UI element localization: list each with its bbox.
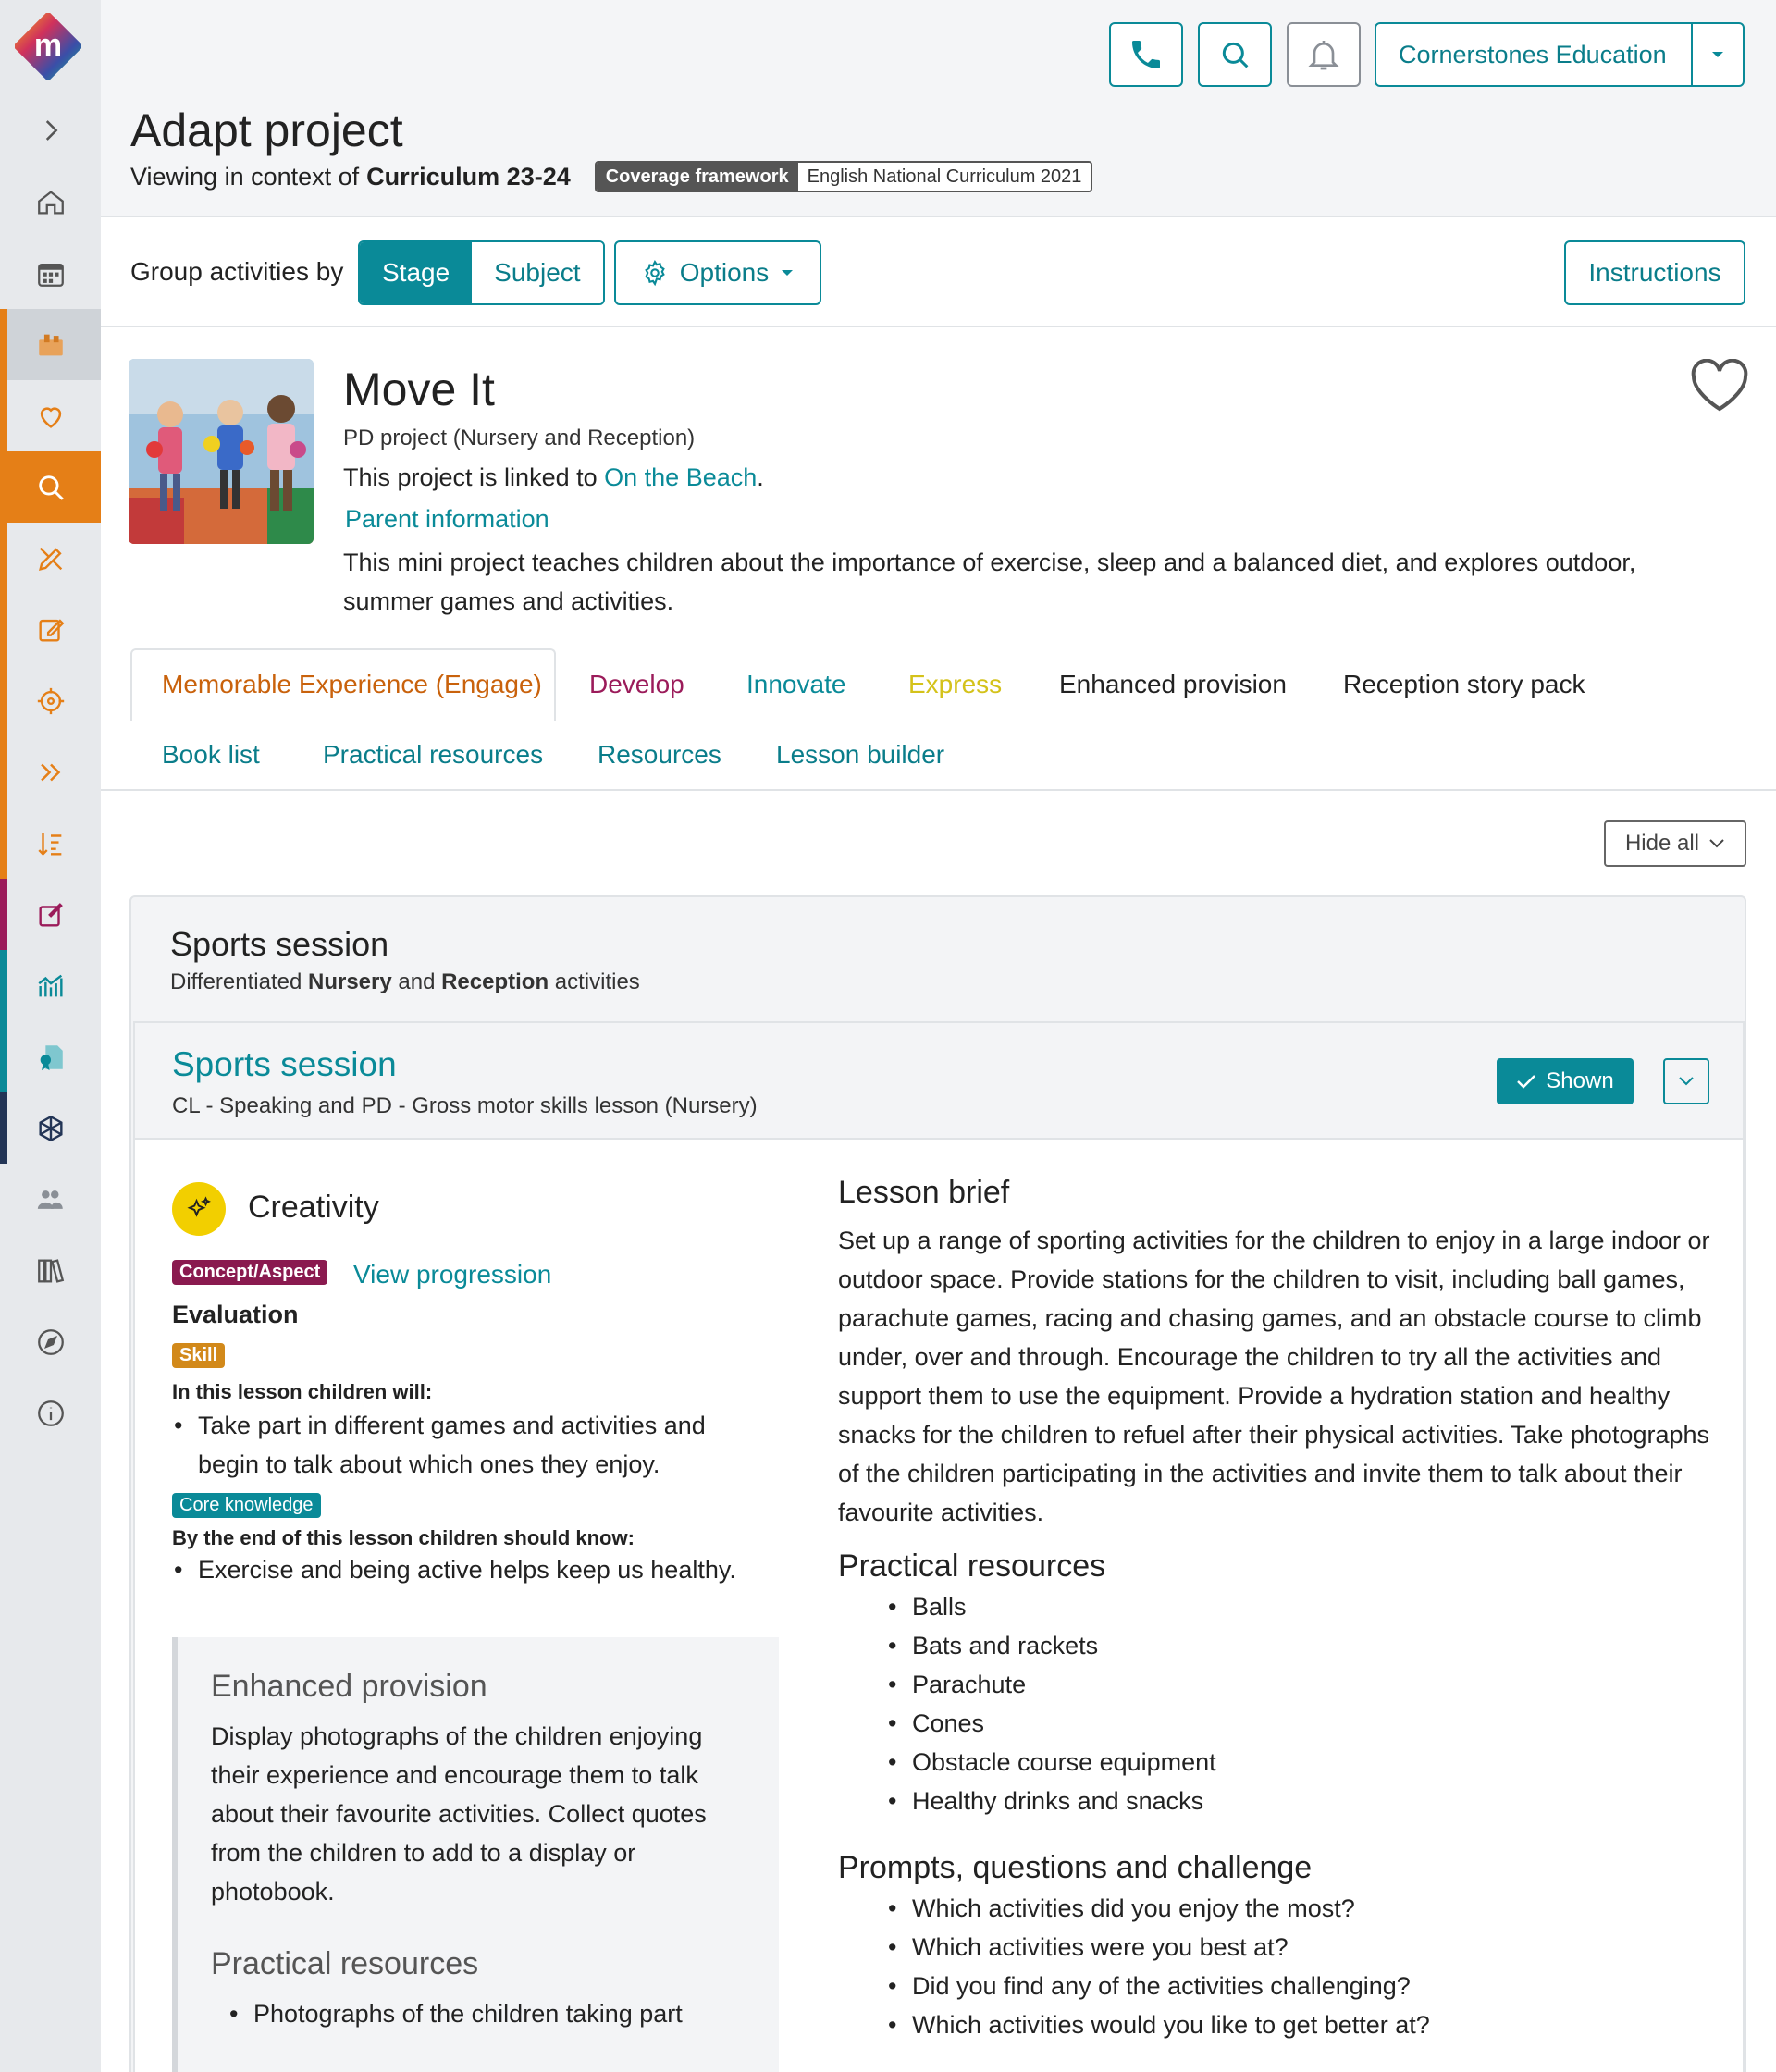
sub-suffix: activities [554,969,640,994]
enhanced-provision-panel [172,1637,779,2072]
tab-label: Reception story pack [1343,670,1585,698]
tab-label: Resources [598,740,722,769]
tab-develop[interactable] [589,670,684,699]
favourite-heart-icon[interactable] [1689,359,1750,414]
tab-resources[interactable] [598,740,722,770]
sidebar-item-write[interactable] [0,879,101,950]
app-logo-icon[interactable] [15,13,81,80]
group-by-subject-button[interactable]: Subject [472,242,602,303]
sidebar-item-sort[interactable] [0,808,101,879]
tab-label: Lesson builder [776,740,945,769]
tab-label: Memorable Experience (Engage) [162,670,542,698]
enhanced-provision-text: Display photographs of the children enjoying their experience and encourage them to talk about their favourite activities. Collect quotes from the children to add to a display or photobook. [211,1722,707,1906]
lesson-card-header [135,1023,1743,1140]
tab-label: Practical resources [323,740,544,769]
lesson-will-list [172,1406,746,1484]
sidebar-item-info[interactable] [0,1377,101,1449]
caret-down-icon[interactable] [1693,50,1743,59]
skill-badge: Skill [172,1343,225,1368]
hide-all-label: Hide all [1624,831,1700,856]
options-label: Options [679,258,770,287]
page-title: Adapt project [130,105,403,156]
tab-book-list[interactable] [162,740,260,770]
shown-toggle-button[interactable] [1497,1058,1634,1104]
coverage-value: English National Curriculum 2021 [798,163,1092,191]
concept-aspect-badge: Concept/Aspect [172,1260,327,1285]
practical-resources-list [886,1587,1626,1820]
tab-label: Express [908,670,1003,698]
list-item: • Which activities were you best at? [886,1928,1672,1967]
session-group-card [130,895,1746,2072]
page-header [101,0,1776,217]
tab-label: Book list [162,740,260,769]
sub-and: and [398,969,436,994]
project-description: This mini project teaches children about the importance of exercise, sleep and a balanced diet, and explores outdoor, summer games and activities. [343,549,1636,615]
sidebar-item-home[interactable] [0,166,101,238]
project-title: Move It [343,364,495,415]
tab-express[interactable] [908,670,1002,699]
edit-icon [35,614,67,646]
home-icon [35,187,67,218]
project-linked-line [343,463,764,492]
sub-reception: Reception [441,969,549,994]
sidebar-item-explore[interactable] [0,1306,101,1377]
list-item: • Photographs of the children taking part [228,1994,746,2033]
group-by-label: Group activities by [130,257,344,286]
creativity-icon [172,1182,226,1236]
core-knowledge-badge: Core knowledge [172,1493,321,1518]
enhanced-provision-title: Enhanced provision [211,1669,487,1704]
award-icon [35,1042,67,1073]
tab-label: Innovate [746,670,846,698]
coverage-framework-badge [595,161,1093,192]
list-item: • Which activities would you like to get better at? [886,2005,1672,2044]
search-icon [1216,36,1253,73]
prompts-title: Prompts, questions and challenge [838,1850,1313,1885]
sidebar-expand[interactable] [0,94,101,166]
lesson-brief-text: Set up a range of sporting activities for the children to enjoy in a large indoor or outdoor space. Provide stations for the children to visit, including ball games, parachute games, racing and chasing games, and an obstacle course to climb under, over and through. Encourage the children to try all the activities and support them to use the equipment. Provide a hydration station and healthy snacks for the children to refuel after their physical activities. Take photographs of the children participating in the activities and invite them to talk about their favourite activities. [838,1227,1710,1526]
tab-reception-story-pack[interactable] [1343,670,1585,699]
svg-text:m: m [33,28,63,63]
list-item: • Obstacle course equipment [886,1743,1626,1782]
lesson-card [133,1021,1745,2072]
sidebar-item-analytics[interactable] [0,950,101,1021]
session-group-title: Sports session [170,925,389,963]
list-item: • Bats and rackets [886,1626,1626,1665]
lesson-know-list [172,1550,783,1589]
linked-prefix: This project is linked to [343,463,598,491]
list-item: • Healthy drinks and snacks [886,1782,1626,1820]
chevron-down-icon [1677,1076,1696,1087]
creativity-title: Creativity [248,1190,379,1225]
sidebar-item-design[interactable] [0,523,101,594]
sidebar-item-award[interactable] [0,1021,101,1092]
view-progression-link[interactable]: View progression [353,1260,552,1289]
sidebar-item-library[interactable] [0,1235,101,1306]
library-icon [35,1255,67,1287]
sub-nursery: Nursery [307,969,392,994]
expand-lesson-button[interactable] [1663,1058,1709,1104]
context-prefix: Viewing in context of [130,162,360,191]
list-item: • Take part in different games and activities and begin to talk about which ones they enjoy. [172,1406,746,1484]
sidebar-item-users[interactable] [0,1164,101,1235]
sub-prefix: Differentiated [170,969,302,994]
users-icon [35,1184,67,1215]
coverage-key: Coverage framework [597,163,798,191]
options-button[interactable] [614,240,821,305]
session-group-subtitle [170,969,640,995]
sidebar [0,0,101,2072]
chart-icon [35,970,67,1002]
shown-label: Shown [1546,1068,1614,1093]
lesson-brief-title: Lesson brief [838,1175,1010,1210]
instructions-button[interactable]: Instructions [1564,240,1745,305]
gear-icon [641,259,669,287]
tab-label: Develop [589,670,684,698]
sidebar-item-favourites[interactable] [0,380,101,451]
tab-innovate[interactable] [746,670,845,699]
tab-enhanced-provision[interactable] [1059,670,1287,699]
parent-information-link[interactable]: Parent information [345,505,549,533]
organisation-selector[interactable] [1375,22,1745,87]
write-icon [35,899,67,931]
linked-project-link[interactable]: On the Beach [604,463,758,491]
list-item: • Parachute [886,1665,1626,1704]
evaluation-heading: Evaluation [172,1301,299,1328]
phone-icon [1128,36,1165,73]
ep-resources-list [228,1994,746,2033]
sidebar-item-network[interactable] [0,1092,101,1164]
tab-practical-resources[interactable] [323,740,543,770]
phone-button[interactable] [1109,22,1183,87]
list-item: • Exercise and being active helps keep us healthy. [172,1550,783,1589]
map-icon [35,329,67,361]
tab-label: Enhanced provision [1059,670,1287,698]
notifications-button[interactable] [1287,22,1361,87]
caret-down-icon [780,268,795,278]
lesson-will-label: In this lesson children will: [172,1380,433,1403]
ep-resources-title: Practical resources [211,1946,479,1981]
heart-icon [35,401,67,432]
sidebar-item-map[interactable] [0,309,101,380]
check-icon [1516,1073,1536,1090]
sidebar-item-search[interactable] [0,451,101,523]
double-chevron-icon [35,757,67,788]
search-button[interactable] [1198,22,1272,87]
lesson-know-label: By the end of this lesson children should know: [172,1526,635,1549]
practical-resources-title: Practical resources [838,1548,1106,1584]
group-by-stage-button[interactable]: Stage [360,242,472,303]
context-value: Curriculum 23-24 [366,162,571,191]
lesson-subtitle: CL - Speaking and PD - Gross motor skills lesson (Nursery) [172,1093,758,1118]
list-item: • Which activities did you enjoy the most? [886,1889,1672,1928]
search-icon [35,472,67,503]
sidebar-item-calendar[interactable] [0,238,101,309]
project-subtitle: PD project (Nursery and Reception) [343,426,696,450]
chevron-down-icon [1708,838,1725,849]
list-item: • Did you find any of the activities challenging? [886,1967,1672,2005]
toolbar [101,218,1776,327]
organisation-name: Cornerstones Education [1376,24,1693,85]
list-item: • Cones [886,1704,1626,1743]
chevron-right-icon [35,115,67,146]
sidebar-item-edit[interactable] [0,594,101,665]
info-icon [35,1398,67,1429]
target-icon [35,685,67,717]
sort-icon [35,828,67,859]
sidebar-item-forward[interactable] [0,736,101,808]
design-icon [35,543,67,574]
context-line [130,161,1092,192]
calendar-icon [35,258,67,290]
lesson-title[interactable]: Sports session [172,1045,397,1083]
linked-suffix: . [757,463,764,491]
network-icon [35,1113,67,1144]
prompts-list [886,1889,1672,2044]
bell-icon [1305,36,1342,73]
tab-memorable-experience[interactable] [162,670,542,699]
tab-lesson-builder[interactable] [776,740,944,770]
list-item: • Balls [886,1587,1626,1626]
sidebar-item-target[interactable] [0,665,101,736]
compass-icon [35,1326,67,1358]
project-image [129,359,314,544]
project-tabs [101,648,1776,791]
group-by-toggle [358,240,605,305]
hide-all-button[interactable] [1604,820,1746,867]
